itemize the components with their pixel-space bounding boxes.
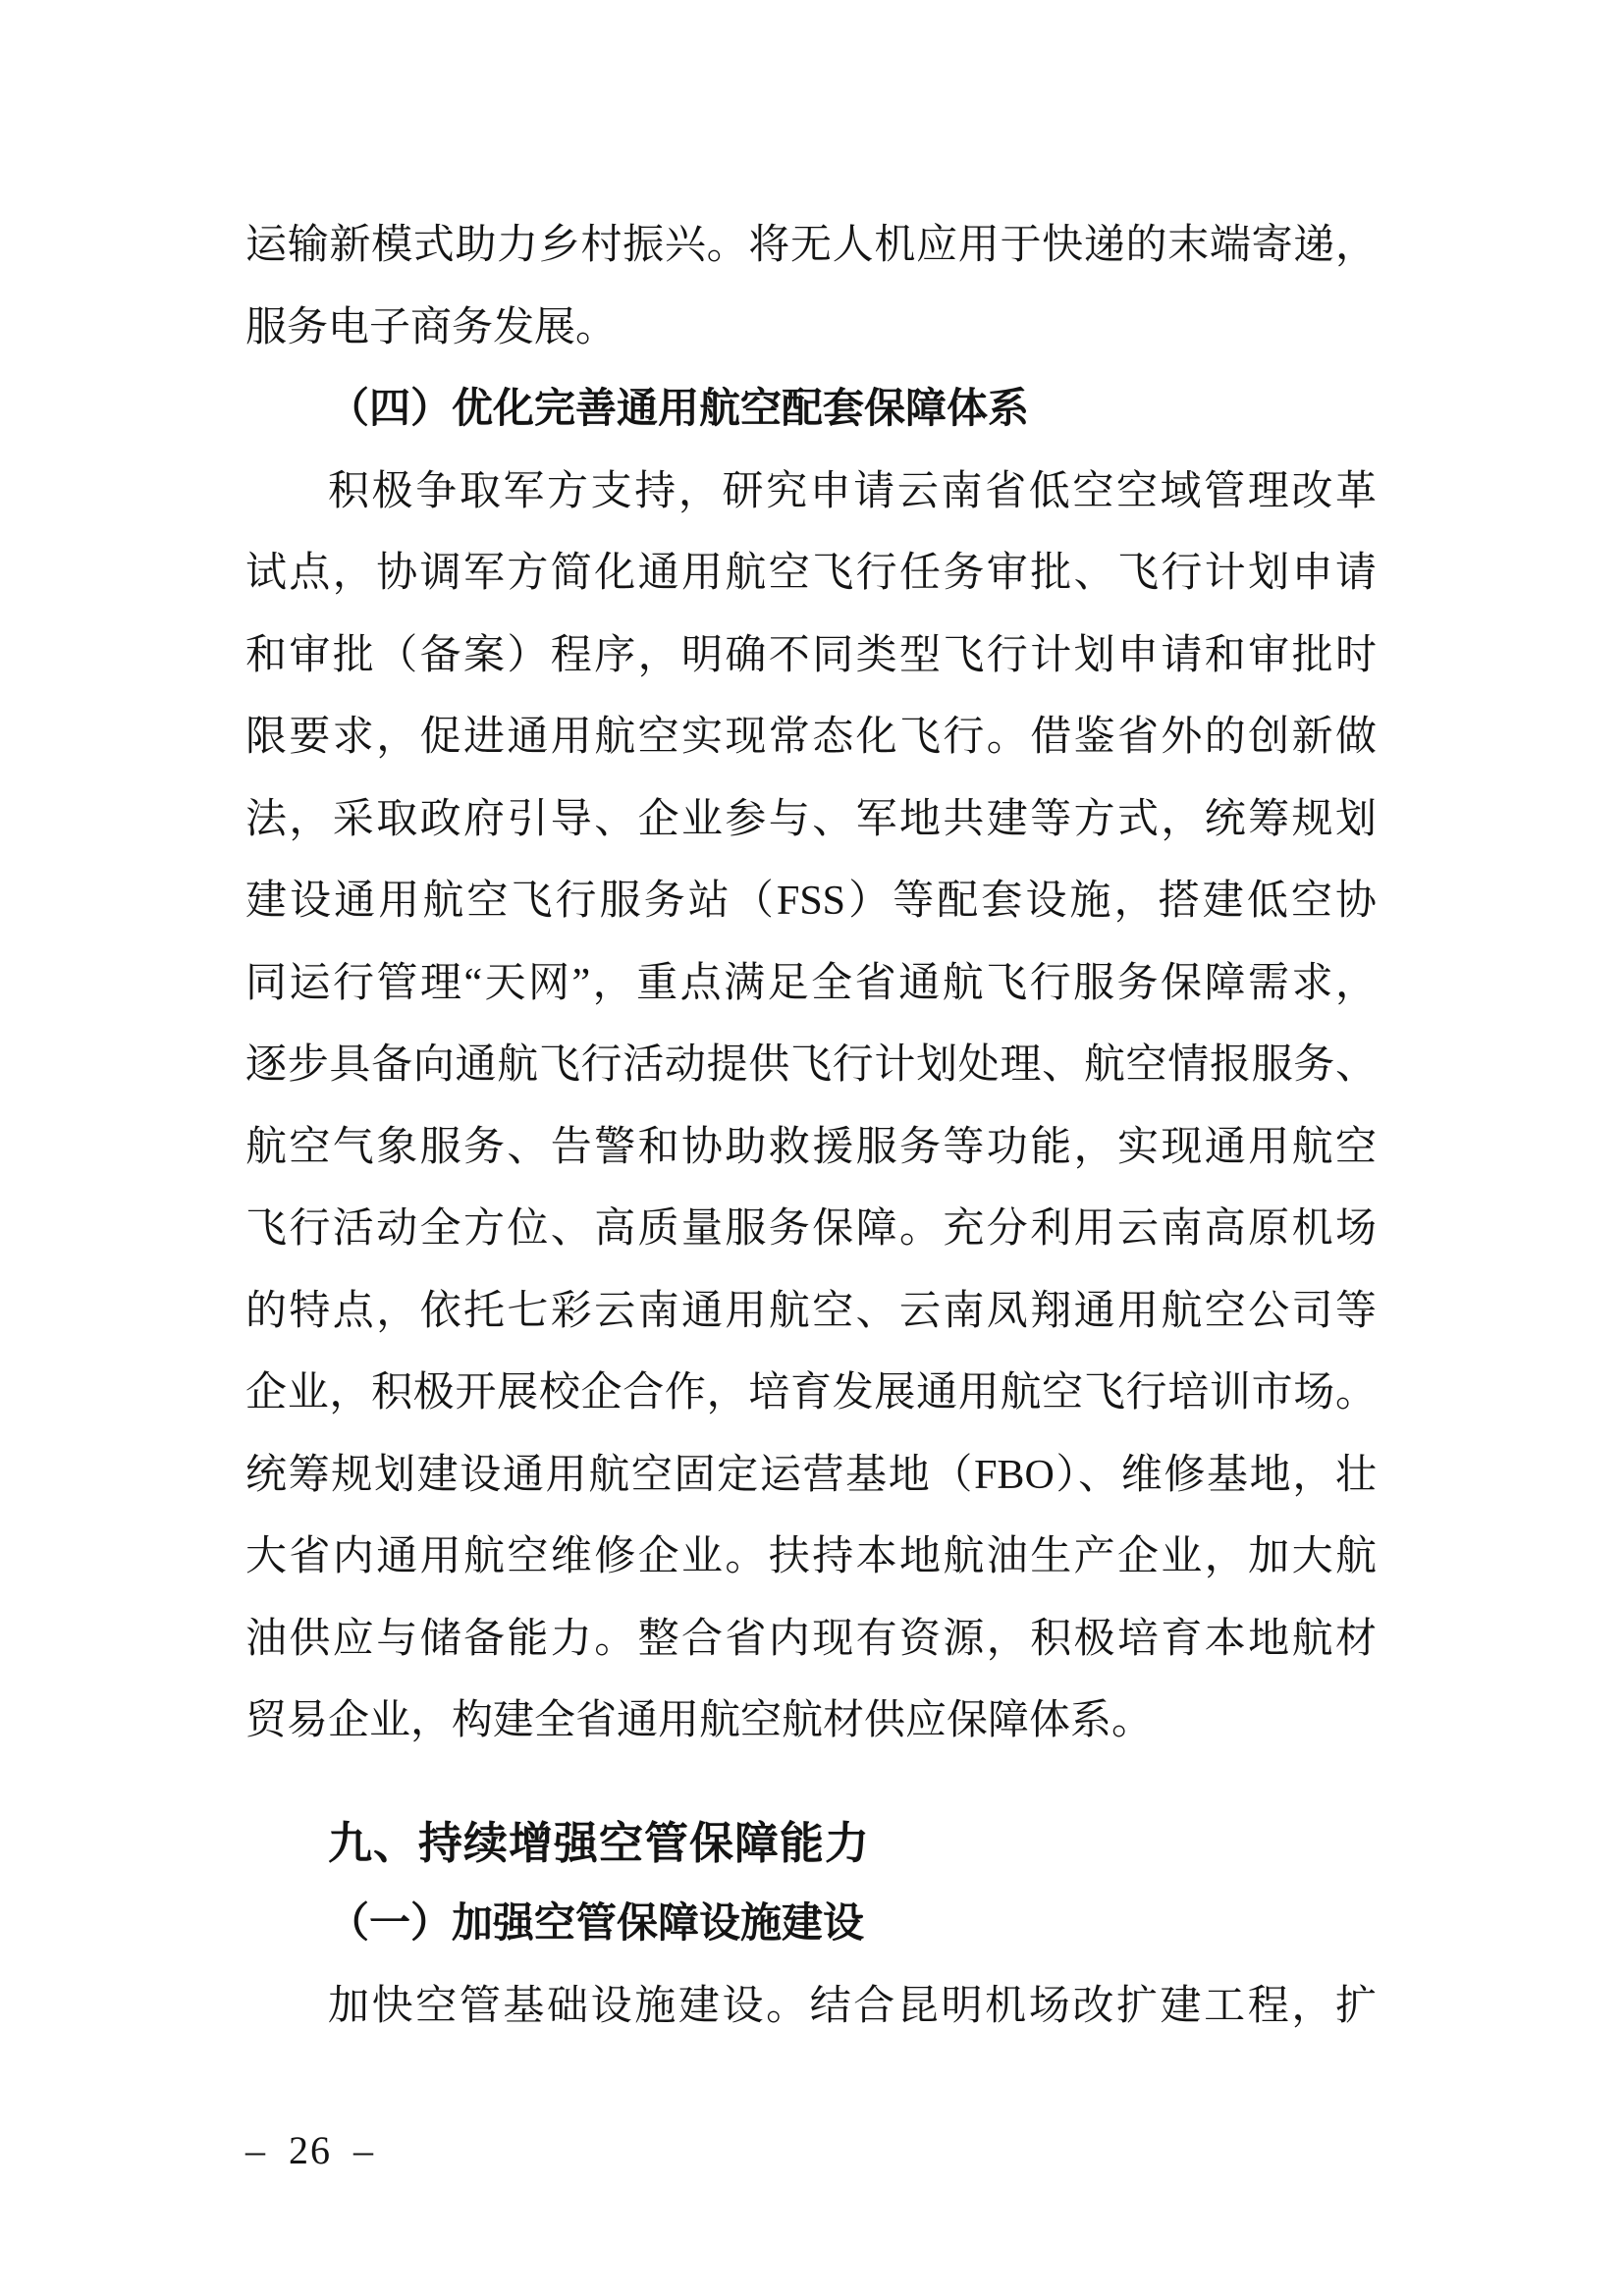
text-line-12: 航空气象服务、告警和协助救援服务等功能，实现通用航空 bbox=[245, 1124, 1377, 1170]
page-number: – 26 – bbox=[245, 2128, 375, 2172]
text-line-11: 逐步具备向通航飞行活动提供飞行计划处理、航空情报服务、 bbox=[245, 1042, 1377, 1088]
text-line-8: 法，采取政府引导、企业参与、军地共建等方式，统筹规划 bbox=[245, 796, 1377, 842]
text-line-13: 飞行活动全方位、高质量服务保障。充分利用云南高原机场 bbox=[245, 1206, 1377, 1252]
text-line-3: （四）优化完善通用航空配套保障体系 bbox=[328, 387, 1030, 432]
text-line-16: 统筹规划建设通用航空固定运营基地（FBO）、维修基地，壮 bbox=[245, 1452, 1377, 1498]
text-line-19: 贸易企业，构建全省通用航空航材供应保障体系。 bbox=[245, 1698, 1154, 1743]
document-body bbox=[245, 205, 1377, 2048]
text-line-14: 的特点，依托七彩云南通用航空、云南凤翔通用航空公司等 bbox=[245, 1288, 1377, 1334]
text-line-18: 油供应与储备能力。整合省内现有资源，积极培育本地航材 bbox=[245, 1616, 1377, 1662]
text-line-22: 加快空管基础设施建设。结合昆明机场改扩建工程，扩 bbox=[328, 1983, 1377, 2029]
text-line-5: 试点，协调军方简化通用航空飞行任务审批、飞行计划申请 bbox=[245, 551, 1377, 596]
text-line-10: 同运行管理“天网”，重点满足全省通航飞行服务保障需求， bbox=[245, 960, 1377, 1006]
text-line-9: 建设通用航空飞行服务站（FSS）等配套设施，搭建低空协 bbox=[245, 879, 1377, 924]
text-line-4: 积极争取军方支持，研究申请云南省低空空域管理改革 bbox=[328, 468, 1377, 514]
text-line-1: 运输新模式助力乡村振兴。将无人机应用于快递的末端寄递， bbox=[245, 223, 1377, 268]
text-line-21: （一）加强空管保障设施建设 bbox=[328, 1901, 865, 1947]
text-line-2: 服务电子商务发展。 bbox=[245, 304, 618, 350]
text-line-6: 和审批（备案）程序，明确不同类型飞行计划申请和审批时 bbox=[245, 632, 1377, 678]
text-line-7: 限要求，促进通用航空实现常态化飞行。借鉴省外的创新做 bbox=[245, 715, 1377, 760]
text-line-15: 企业，积极开展校企合作，培育发展通用航空飞行培训市场。 bbox=[245, 1370, 1377, 1415]
text-line-17: 大省内通用航空维修企业。扶持本地航油生产企业，加大航 bbox=[245, 1534, 1377, 1579]
text-line-20: 九、持续增强空管保障能力 bbox=[328, 1817, 871, 1868]
